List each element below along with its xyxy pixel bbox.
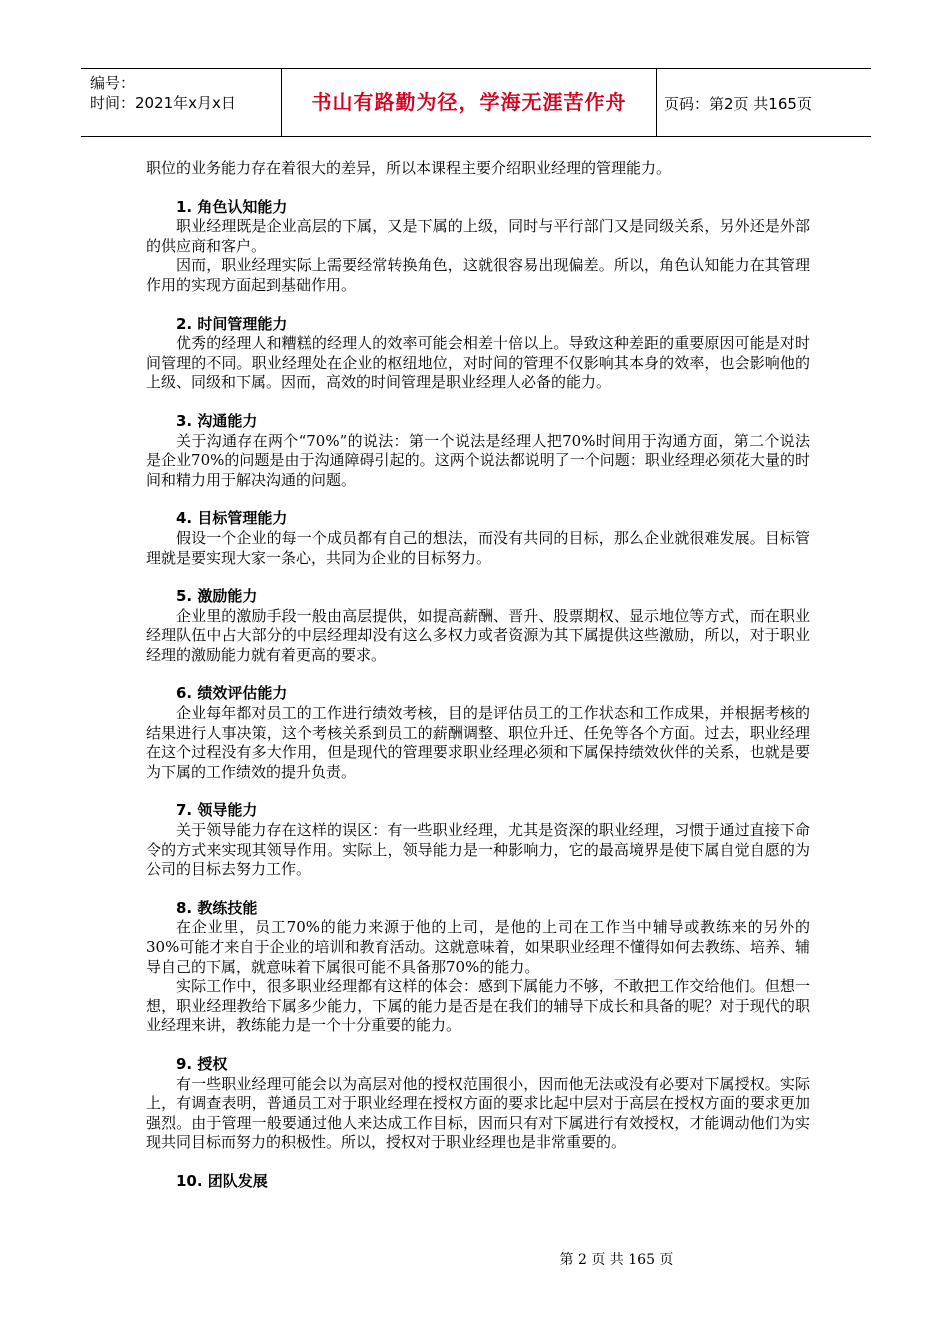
paragraph: 关于领导能力存在这样的误区：有一些职业经理，尤其是资深的职业经理，习惯于通过直接下命令的方式来实现其领导作用。实际上，领导能力是一种影响力，它的最高境界是使下属自觉自愿的为公司的目标去努力工作。 [146, 821, 810, 879]
section-heading: 3. 沟通能力 [176, 411, 258, 430]
header-divider-right [656, 68, 657, 137]
document-body [146, 159, 810, 1192]
paragraph: 因而，职业经理实际上需要经常转换角色，这就很容易出现偏差。所以，角色认知能力在其管理作用的实现方面起到基础作用。 [146, 256, 810, 294]
paragraph: 有一些职业经理可能会以为高层对他的授权范围很小，因而他无法或没有必要对下属授权。实际上，有调查表明，普通员工对于职业经理在授权方面的要求比起中层对于高层在授权方面的要求更加强烈。由于管理一般要通过他人来达成工作目标，因而只有对下属进行有效授权，才能调动他们为实现共同目标而努力的积极性。所以，授权对于职业经理也是非常重要的。 [146, 1074, 810, 1152]
section-7 [146, 801, 810, 879]
document-time-label: 时间：2021年x月x日 [90, 94, 236, 112]
paragraph: 企业每年都对员工的工作进行绩效考核，目的是评估员工的工作状态和工作成果，并根据考核的结果进行人事决策，这个考核关系到员工的薪酬调整、职位升迁、任免等各个方面。过去，职业经理在这个过程没有多大作用，但是现代的管理要求职业经理必须和下属保持绩效伙伴的关系，也就是要为下属的工作绩效的提升负责。 [146, 704, 810, 781]
section-10 [146, 1172, 810, 1192]
section-4 [146, 509, 810, 568]
section-2 [146, 315, 810, 393]
section-heading: 5. 激励能力 [176, 587, 258, 606]
paragraph: 在企业里，员工70%的能力来源于他的上司，是他的上司在工作当中辅导或教练来的另外的30%可能才来自于企业的培训和教育活动。这就意味着，如果职业经理不懂得如何去教练、培养、辅导自己的下属，就意味着下属很可能不具备那70%的能力。 [146, 918, 810, 976]
header-meta [90, 73, 236, 113]
section-9 [146, 1055, 810, 1153]
section-heading: 1. 角色认知能力 [176, 197, 288, 216]
section-6 [146, 684, 810, 782]
document-number-label: 编号： [90, 74, 136, 92]
section-heading: 8. 教练技能 [176, 898, 258, 917]
header-top-rule [81, 68, 871, 69]
section-8 [146, 899, 810, 1036]
section-heading: 6. 绩效评估能力 [176, 684, 288, 703]
paragraph: 优秀的经理人和糟糕的经理人的效率可能会相差十倍以上。导致这种差距的重要原因可能是对时间管理的不同。职业经理处在企业的枢纽地位，对时间的管理不仅影响其本身的效率，也会影响他的上级、同级和下属。因而，高效的时间管理是职业经理人必备的能力。 [146, 334, 810, 392]
header-motto: 书山有路勤为径，学海无涯苦作舟 [311, 90, 627, 114]
paragraph: 实际工作中，很多职业经理都有这样的体会：感到下属能力不够，不敢把工作交给他们。但想一想，职业经理教给下属多少能力，下属的能力是否是在我们的辅导下成长和具备的呢？对于现代的职业经理来讲，教练能力是一个十分重要的能力。 [146, 977, 810, 1035]
header-page-number: 页码：第2页 共165页 [664, 95, 812, 113]
paragraph: 关于沟通存在两个“70%”的说法：第一个说法是经理人把70%时间用于沟通方面，第二个说法是企业70%的问题是由于沟通障碍引起的。这两个说法都说明了一个问题：职业经理必须花大量的时间和精力用于解决沟通的问题。 [146, 431, 810, 489]
section-heading: 10. 团队发展 [176, 1171, 268, 1190]
section-heading: 7. 领导能力 [176, 801, 258, 820]
intro-paragraph: 职位的业务能力存在着很大的差异，所以本课程主要介绍职业经理的管理能力。 [146, 159, 672, 177]
section-heading: 9. 授权 [176, 1054, 228, 1073]
section-heading: 4. 目标管理能力 [176, 509, 288, 528]
paragraph: 职业经理既是企业高层的下属，又是下属的上级，同时与平行部门又是同级关系，另外还是外部的供应商和客户。 [146, 217, 810, 255]
header-bottom-rule [81, 136, 871, 137]
page-footer: 第 2 页 共 165 页 [559, 1252, 674, 1268]
section-1 [146, 198, 810, 296]
section-heading: 2. 时间管理能力 [176, 314, 288, 333]
section-5 [146, 587, 810, 665]
paragraph: 企业里的激励手段一般由高层提供，如提高薪酬、晋升、股票期权、显示地位等方式，而在职业经理队伍中占大部分的中层经理却没有这么多权力或者资源为其下属提供这些激励，所以，对于职业经理的激励能力就有着更高的要求。 [146, 606, 810, 664]
paragraph: 假设一个企业的每一个成员都有自己的想法，而没有共同的目标，那么企业就很难发展。目标管理就是要实现大家一条心，共同为企业的目标努力。 [146, 528, 810, 567]
section-3 [146, 412, 810, 490]
